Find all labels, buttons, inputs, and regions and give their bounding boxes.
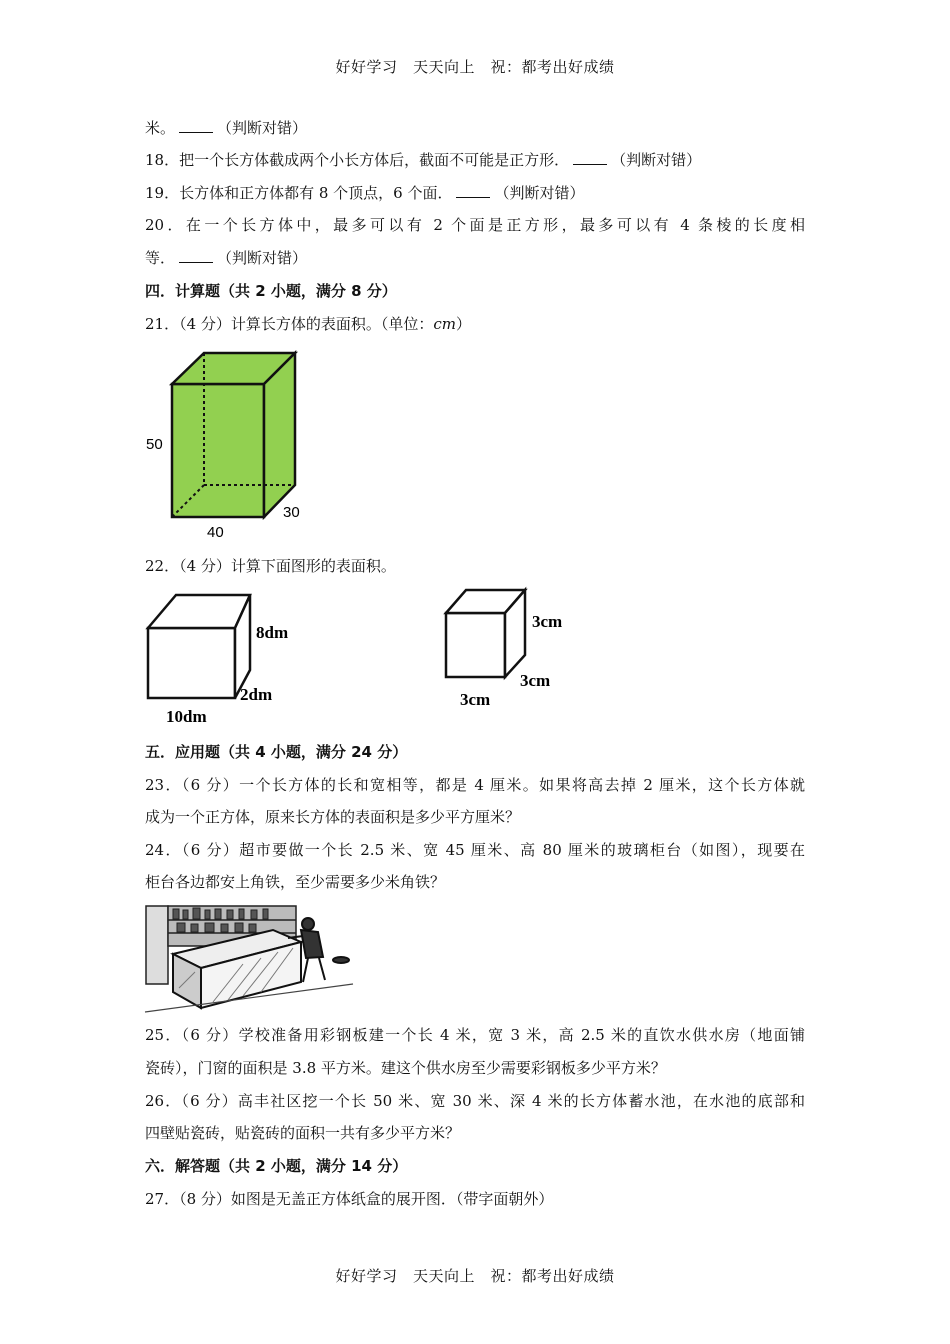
page-footer: 好好学习 天天向上 祝：都考出好成绩 xyxy=(335,1267,615,1285)
q26-line1: 26．（6 分）高丰社区挖一个长 50 米、宽 30 米、深 4 米的长方体蓄水池，在水池的底部和 xyxy=(145,1092,805,1110)
q22: 22．（4 分）计算下面图形的表面积。 xyxy=(145,557,396,575)
q17-tail xyxy=(145,117,307,138)
answer-blank xyxy=(456,185,490,198)
cuboid-top-face xyxy=(148,595,250,628)
q20-line1: 20．在一个长方体中，最多可以有 2 个面是正方形，最多可以有 4 条棱的长度相 xyxy=(145,216,805,234)
q19 xyxy=(145,182,585,203)
length-label: 3cm xyxy=(460,690,491,709)
width-label: 3cm xyxy=(520,671,551,690)
q23-line2: 成为一个正方体，原来长方体的表面积是多少平方厘米？ xyxy=(145,808,521,826)
q26-line2: 四壁贴瓷砖，贴瓷砖的面积一共有多少平方米？ xyxy=(145,1124,461,1142)
cube-front-face xyxy=(446,613,505,677)
q20-line2 xyxy=(145,247,307,268)
section-4-title: 四．计算题（共 2 小题，满分 8 分） xyxy=(145,282,397,300)
q24-line2: 柜台各边都安上角铁，至少需要多少米角铁？ xyxy=(145,873,446,891)
shelf-side xyxy=(146,906,168,984)
length-label: 40 xyxy=(207,524,224,541)
answer-blank xyxy=(573,152,607,165)
q19-text: 19．长方体和正方体都有 8 个顶点，6 个面． xyxy=(145,184,453,202)
height-label: 8dm xyxy=(256,623,289,642)
cuboid-front-face xyxy=(148,628,235,698)
q27: 27．（8 分）如图是无盖正方体纸盒的展开图．（带字面朝外） xyxy=(145,1190,554,1208)
height-label: 3cm xyxy=(532,612,563,631)
q24-line1: 24．（6 分）超市要做一个长 2.5 米、宽 45 厘米、高 80 厘米的玻璃柜台（如图），现要在 xyxy=(145,841,805,859)
q20-text: 等． xyxy=(145,249,176,267)
q25-line1: 25．（6 分）学校准备用彩钢板建一个长 4 米，宽 3 米，高 2.5 米的直饮水供水房（地面铺 xyxy=(145,1026,805,1044)
width-label: 2dm xyxy=(240,685,273,704)
q18-text: 18．把一个长方体截成两个小长方体后，截面不可能是正方形． xyxy=(145,151,570,169)
judge-hint: （判断对错） xyxy=(217,249,308,267)
q18 xyxy=(145,149,701,170)
q17-tail-text: 米。 xyxy=(145,119,176,137)
q21 xyxy=(145,313,471,334)
section-6-title: 六．解答题（共 2 小题，满分 14 分） xyxy=(145,1157,408,1175)
section-5-title: 五．应用题（共 4 小题，满分 24 分） xyxy=(145,743,408,761)
judge-hint: （判断对错） xyxy=(611,151,702,169)
page-header: 好好学习 天天向上 祝：都考出好成绩 xyxy=(335,58,615,76)
length-label: 10dm xyxy=(166,707,207,726)
cuboid-front-face xyxy=(172,384,264,517)
width-label: 30 xyxy=(283,504,300,521)
judge-hint: （判断对错） xyxy=(217,119,308,137)
cuboid-figure-21 xyxy=(140,345,320,545)
q25-line2: 瓷砖），门窗的面积是 3.8 平方米。建这个供水房至少需要彩钢板多少平方米？ xyxy=(145,1059,666,1077)
cuboid-side-face xyxy=(264,353,295,517)
cuboid-figure-22a xyxy=(140,590,320,730)
q21-close: ） xyxy=(456,315,472,333)
q21-unit: cm xyxy=(433,315,457,333)
q21-text: 21．（4 分）计算长方体的表面积。（单位： xyxy=(145,315,434,333)
glass-counter-illustration xyxy=(143,902,358,1014)
q23-line1: 23．（6 分）一个长方体的长和宽相等，都是 4 厘米。如果将高去掉 2 厘米，这个长方体就 xyxy=(145,776,805,794)
judge-hint: （判断对错） xyxy=(494,184,585,202)
answer-blank xyxy=(179,120,213,133)
height-label: 50 xyxy=(146,436,163,453)
answer-blank xyxy=(179,250,213,263)
cube-figure-22b xyxy=(440,585,580,715)
